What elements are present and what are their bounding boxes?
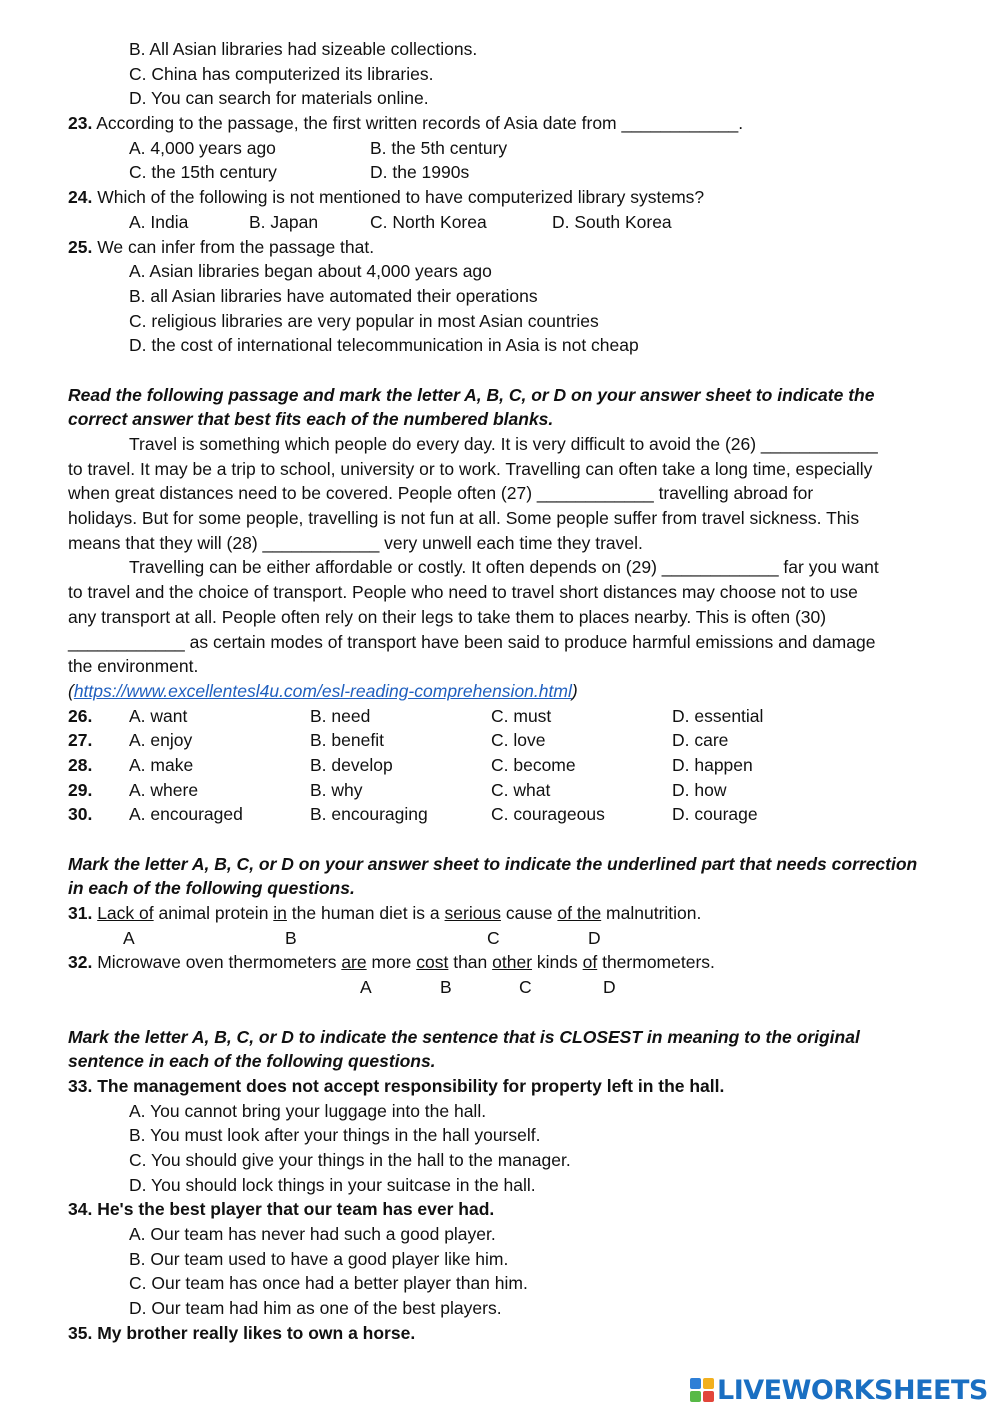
q32-letter-d: D bbox=[603, 977, 616, 998]
cloze-paragraph-2 bbox=[68, 555, 930, 678]
q31-letter-row bbox=[68, 926, 930, 951]
q31-letter-a: A bbox=[123, 927, 135, 948]
q34-option-a: A. Our team has never had such a good player. bbox=[129, 1224, 496, 1244]
q23-text: According to the passage, the first written records of Asia date from ____________. bbox=[96, 113, 744, 134]
q23-number: 23. bbox=[68, 113, 93, 134]
q22-option-d: D. You can search for materials online. bbox=[129, 88, 429, 109]
q27-option-b: B. benefit bbox=[310, 730, 384, 751]
q24-option-c: C. North Korea bbox=[370, 211, 487, 232]
q24-number: 24. bbox=[68, 187, 93, 208]
liveworksheets-logo[interactable] bbox=[690, 1374, 988, 1406]
q30-option-c: C. courageous bbox=[491, 804, 605, 825]
q22-option-b: B. All Asian libraries had sizeable collections. bbox=[129, 39, 478, 59]
q34-option-b: B. Our team used to have a good player like him. bbox=[129, 1248, 509, 1269]
q24-option-b: B. Japan bbox=[249, 211, 319, 232]
cloze-p1-line: Travel is something which people do every day. It is very difficult to avoid the (26) ____________ bbox=[129, 434, 878, 454]
q32-text: thermometers. bbox=[597, 952, 715, 973]
cloze-source bbox=[68, 679, 930, 704]
q29-option-a: A. where bbox=[129, 779, 199, 800]
q35-stem: 35. My brother really likes to own a horse. bbox=[68, 1322, 416, 1343]
q32-letter-a: A bbox=[360, 977, 372, 998]
q34-stem: 34. He's the best player that our team has ever had. bbox=[68, 1199, 495, 1220]
error-instruction-line1: Mark the letter A, B, C, or D on your answer sheet to indicate the underlined part that needs correction bbox=[68, 853, 918, 874]
q31-text: the human diet is a bbox=[286, 903, 445, 924]
q31-part-b: in bbox=[273, 903, 287, 924]
q25-option-a: A. Asian libraries began about 4,000 years ago bbox=[129, 261, 492, 282]
q23-options-row2 bbox=[68, 160, 930, 185]
q31-stem bbox=[68, 901, 930, 926]
q31-text: animal protein bbox=[153, 903, 274, 924]
q25-option-b: B. all Asian libraries have automated their operations bbox=[129, 285, 538, 306]
q32-letter-c: C bbox=[519, 977, 532, 998]
q25-option-c: C. religious libraries are very popular in most Asian countries bbox=[129, 310, 599, 331]
q23-option-d: D. the 1990s bbox=[370, 162, 470, 183]
q25-stem bbox=[68, 235, 930, 260]
cloze-p2-line: the environment. bbox=[68, 656, 199, 677]
source-paren-close: ) bbox=[571, 680, 578, 701]
q33-option-b: B. You must look after your things in the hall yourself. bbox=[129, 1125, 541, 1146]
q31-letter-c: C bbox=[487, 927, 500, 948]
q24-option-d: D. South Korea bbox=[552, 211, 672, 232]
cloze-answer-table bbox=[68, 704, 930, 827]
q31-number: 31. bbox=[68, 903, 93, 924]
error-instruction-line2: in each of the following questions. bbox=[68, 878, 355, 899]
q27-number: 27. bbox=[68, 730, 93, 751]
q26-option-d: D. essential bbox=[672, 705, 764, 726]
cloze-p2-line: ____________ as certain modes of transport have been said to produce harmful emissions and damage bbox=[68, 631, 876, 652]
q30-option-b: B. encouraging bbox=[310, 804, 428, 825]
q31-letter-d: D bbox=[588, 927, 601, 948]
q28-option-c: C. become bbox=[491, 754, 576, 775]
cloze-p2-line: Travelling can be either affordable or costly. It often depends on (29) ____________ far you want bbox=[129, 557, 879, 578]
q30-number: 30. bbox=[68, 804, 93, 825]
q23-option-c: C. the 15th century bbox=[129, 162, 277, 183]
q24-options bbox=[68, 210, 930, 235]
source-link[interactable]: https://www.excellentesl4u.com/esl-reading-comprehension.html bbox=[73, 680, 572, 701]
q29-option-c: C. what bbox=[491, 779, 551, 800]
q32-number: 32. bbox=[68, 952, 93, 973]
q33-option-a: A. You cannot bring your luggage into the hall. bbox=[129, 1100, 487, 1121]
cloze-p1-line: holidays. But for some people, travelling is not fun at all. Some people suffer from travel sickness. This bbox=[68, 508, 860, 529]
closest-instruction-line2: sentence in each of the following questions. bbox=[68, 1051, 436, 1072]
q32-part-d: of bbox=[582, 952, 598, 973]
q31-text: malnutrition. bbox=[601, 903, 702, 924]
q31-letter-b: B bbox=[285, 927, 297, 948]
q32-part-c: other bbox=[492, 952, 533, 973]
q30-option-a: A. encouraged bbox=[129, 804, 243, 825]
logo-text: LIVEWORKSHEETS bbox=[717, 1374, 988, 1406]
q25-number: 25. bbox=[68, 236, 93, 257]
q23-options-row1 bbox=[68, 136, 930, 161]
cloze-p1-line: means that they will (28) ____________ very unwell each time they travel. bbox=[68, 532, 643, 553]
q26-option-c: C. must bbox=[491, 705, 552, 726]
q27-option-d: D. care bbox=[672, 730, 729, 751]
q32-stem bbox=[68, 950, 930, 975]
q30-option-d: D. courage bbox=[672, 804, 758, 825]
q28-option-b: B. develop bbox=[310, 754, 393, 775]
q28-number: 28. bbox=[68, 754, 93, 775]
q32-letter-row bbox=[68, 975, 930, 1000]
q26-number: 26. bbox=[68, 705, 93, 726]
q34-option-c: C. Our team has once had a better player than him. bbox=[129, 1273, 528, 1294]
cloze-p1-line: to travel. It may be a trip to school, university or to work. Travelling can often take a long time, especially bbox=[68, 458, 873, 479]
cloze-p2-line: to travel and the choice of transport. People who need to travel short distances may choose not to use bbox=[68, 582, 858, 603]
q25-option-d: D. the cost of international telecommunication in Asia is not cheap bbox=[129, 335, 639, 356]
q27-option-c: C. love bbox=[491, 730, 546, 751]
q31-part-d: of the bbox=[557, 903, 602, 924]
q33-option-d: D. You should lock things in your suitcase in the hall. bbox=[129, 1174, 536, 1195]
q32-text: kinds bbox=[532, 952, 583, 973]
q22-option-c: C. China has computerized its libraries. bbox=[129, 63, 434, 84]
q24-text: Which of the following is not mentioned to have computerized library systems? bbox=[97, 187, 705, 208]
q32-text: Microwave oven thermometers bbox=[97, 952, 342, 973]
q34-option-d: D. Our team had him as one of the best players. bbox=[129, 1298, 502, 1319]
q23-stem bbox=[68, 111, 930, 136]
q28-option-d: D. happen bbox=[672, 754, 753, 775]
closest-instruction-line1: Mark the letter A, B, C, or D to indicate the sentence that is CLOSEST in meaning to the original bbox=[68, 1026, 860, 1047]
q31-part-a: Lack of bbox=[97, 903, 154, 924]
q33-option-c: C. You should give your things in the hall to the manager. bbox=[129, 1149, 571, 1170]
q29-option-d: D. how bbox=[672, 779, 727, 800]
q31-text: cause bbox=[500, 903, 558, 924]
q31-part-c: serious bbox=[444, 903, 501, 924]
q23-option-b: B. the 5th century bbox=[370, 137, 508, 158]
q23-option-a: A. 4,000 years ago bbox=[129, 137, 276, 158]
q29-number: 29. bbox=[68, 779, 93, 800]
q25-text: We can infer from the passage that. bbox=[97, 236, 375, 257]
cloze-p2-line: any transport at all. People often rely on their legs to take them to places nearby. This is often (30) bbox=[68, 606, 827, 627]
q32-text: more bbox=[366, 952, 417, 973]
cloze-paragraph-1 bbox=[68, 432, 930, 555]
worksheet-page bbox=[68, 37, 930, 1345]
cloze-p1-line: when great distances need to be covered. People often (27) ____________ travelling abroad for bbox=[68, 483, 814, 504]
cloze-instruction-line2: correct answer that best fits each of the numbered blanks. bbox=[68, 409, 554, 430]
q27-option-a: A. enjoy bbox=[129, 730, 193, 751]
q26-option-a: A. want bbox=[129, 705, 188, 726]
liveworksheets-mark-icon bbox=[690, 1378, 714, 1402]
q33-stem: 33. The management does not accept responsibility for property left in the hall. bbox=[68, 1075, 725, 1096]
q32-text: than bbox=[448, 952, 493, 973]
q24-option-a: A. India bbox=[129, 211, 189, 232]
q32-part-a: are bbox=[341, 952, 367, 973]
q32-letter-b: B bbox=[440, 977, 452, 998]
q32-part-b: cost bbox=[416, 952, 449, 973]
cloze-instruction-line1: Read the following passage and mark the letter A, B, C, or D on your answer sheet to indicate the bbox=[68, 384, 875, 405]
q29-option-b: B. why bbox=[310, 779, 363, 800]
q24-stem bbox=[68, 185, 930, 210]
source-paren-open: ( bbox=[68, 680, 74, 701]
q26-option-b: B. need bbox=[310, 705, 371, 726]
q28-option-a: A. make bbox=[129, 754, 194, 775]
